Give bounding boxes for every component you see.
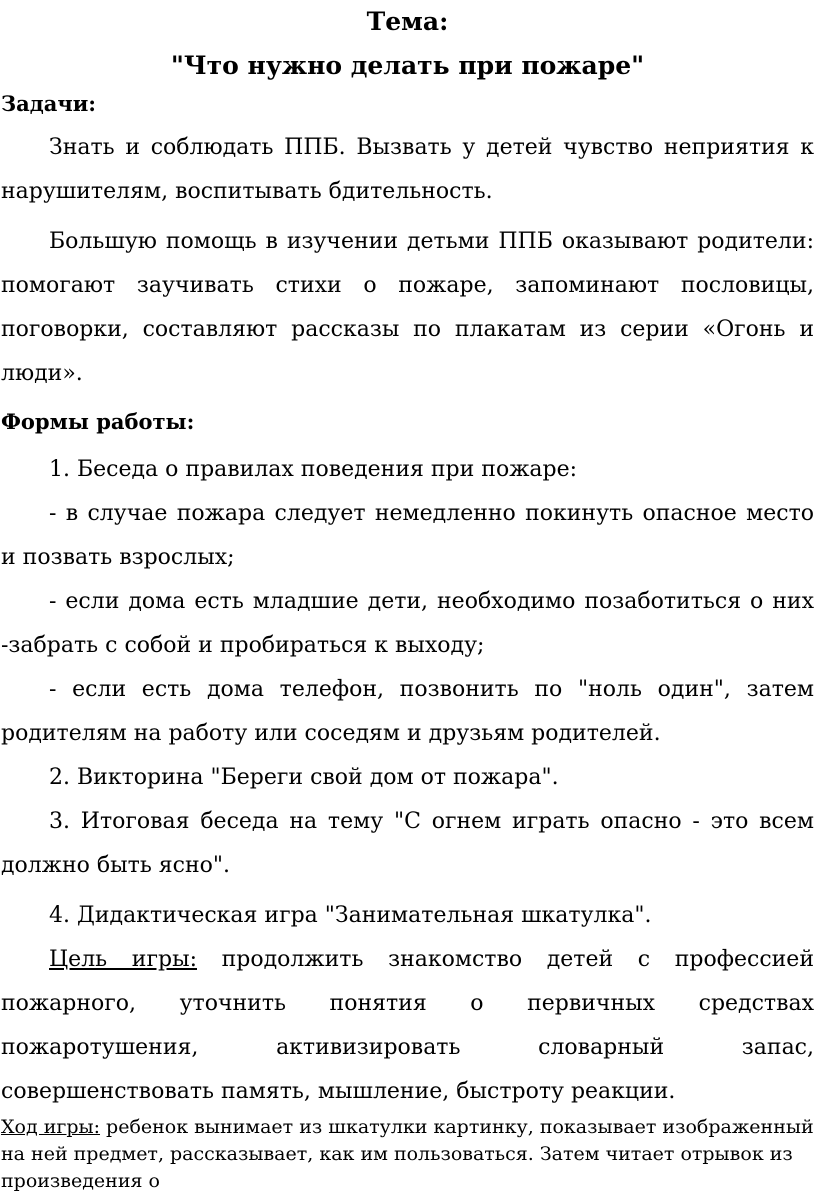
title-label: Тема: [366,7,449,36]
goal-text: продолжить знакомство детей с профессией пожарного, уточнить понятия о первичных средствах пожаротушения, активизировать словарный запас, совершенствовать память, мышление, быстроту реакции. [1,947,814,1104]
forms-heading: Формы работы: [1,409,195,434]
forms-rule-3: - если есть дома телефон, позвонить по "ноль один", затем родителям на работу или соседям и друзьям родителей. [1,677,814,746]
forms-item-4: 4. Дидактическая игра "Занимательная шкатулка". [49,903,652,928]
document-title: "Что нужно делать при пожаре" [170,51,645,80]
goal-label: Цель игры: [49,947,197,972]
forms-item-3: 3. Итоговая беседа на тему "С огнем играть опасно - это всем должно быть ясно". [1,809,814,878]
forms-item-2: 2. Викторина "Береги свой дом от пожара". [49,765,559,790]
course-text: ребенок вынимает из шкатулки картинку, показывает изображенный на ней предмет, рассказывает, как им пользоваться. Затем читает отрывок из произведения о [1,1116,814,1192]
tasks-heading: Задачи: [1,91,97,116]
forms-rule-2: - если дома есть младшие дети, необходимо позаботиться о них -забрать с собой и пробираться к выходу; [1,589,814,658]
course-label: Ход игры: [1,1116,101,1138]
tasks-paragraph-2: Большую помощь в изучении детьми ППБ оказывают родители: помогают заучивать стихи о пожаре, запоминают пословицы, поговорки, составляют рассказы по плакатам из серии «Огонь и люди». [1,229,814,386]
tasks-paragraph-1: Знать и соблюдать ППБ. Вызвать у детей чувство неприятия к нарушителям, воспитывать бдительность. [1,135,814,204]
forms-rule-1: - в случае пожара следует немедленно покинуть опасное место и позвать взрослых; [1,501,814,570]
goal-paragraph [1,938,814,1114]
course-paragraph [1,1114,814,1195]
forms-item-1: 1. Беседа о правилах поведения при пожаре: [49,457,578,482]
